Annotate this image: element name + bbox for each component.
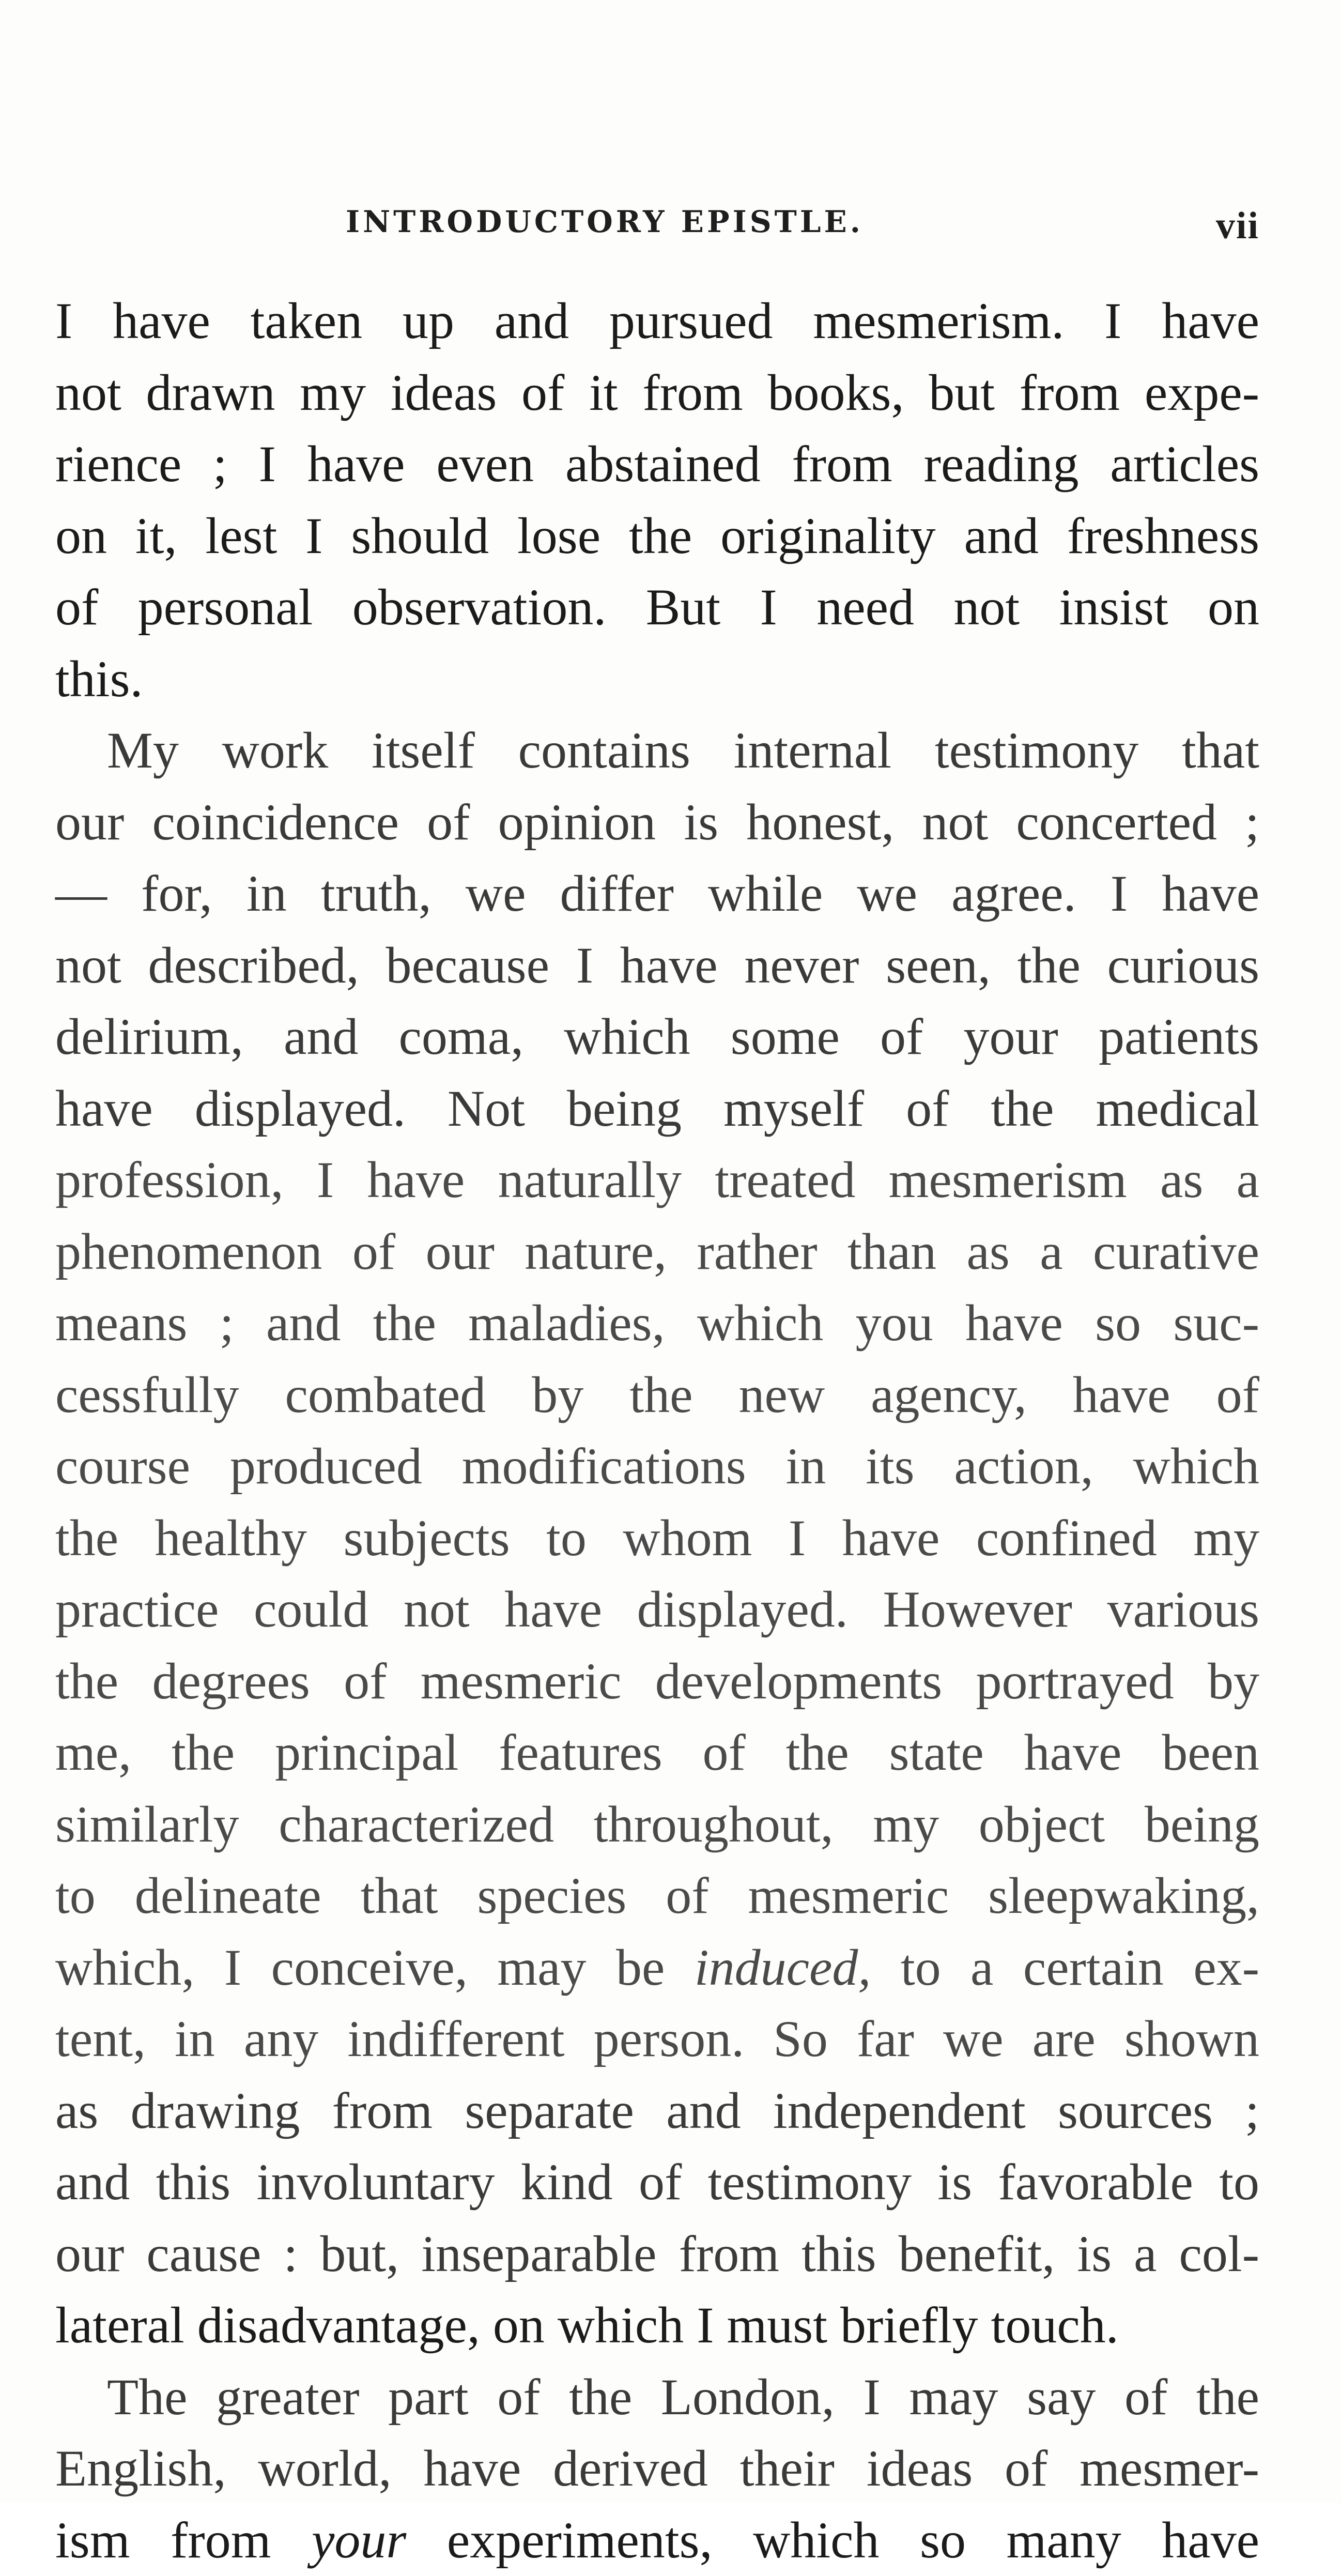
- text-line: me, the principal features of the state have been: [55, 1717, 1259, 1789]
- text-line: have displayed. Not being myself of the medical: [55, 1073, 1259, 1145]
- text-line: of personal observation. But I need not insist on: [55, 572, 1259, 643]
- text-line: delirium, and coma, which some of your patients: [55, 1001, 1259, 1073]
- text-line: ism from your experiments, which so many have: [55, 2505, 1259, 2576]
- text-line: which, I conceive, may be induced, to a certain ex-: [55, 1932, 1259, 2004]
- text-line: course produced modifications in its action, which: [55, 1431, 1259, 1502]
- text-line: means ; and the maladies, which you have so suc-: [55, 1287, 1259, 1359]
- text-line: lateral disadvantage, on which I must briefly touch.: [55, 2290, 1259, 2362]
- text-line: not drawn my ideas of it from books, but from expe-: [55, 357, 1259, 429]
- text-line: profession, I have naturally treated mesmerism as a: [55, 1144, 1259, 1216]
- text-line: My work itself contains internal testimony that: [55, 715, 1259, 787]
- italic-word: induced,: [695, 1939, 871, 1996]
- text-line: The greater part of the London, I may say of the: [55, 2362, 1259, 2433]
- running-head: [55, 204, 1259, 251]
- text-line: practice could not have displayed. However various: [55, 1574, 1259, 1646]
- text-line: as drawing from separate and independent sources ;: [55, 2075, 1259, 2147]
- text-line: and this involuntary kind of testimony is favorable to: [55, 2146, 1259, 2218]
- text-line: our cause : but, inseparable from this benefit, is a col-: [55, 2218, 1259, 2290]
- text-line: the degrees of mesmeric developments portrayed by: [55, 1646, 1259, 1718]
- text-line: tent, in any indifferent person. So far we are shown: [55, 2003, 1259, 2075]
- body-text: [55, 285, 1259, 2576]
- text-line: not described, because I have never seen, the curious: [55, 930, 1259, 1002]
- text-line: similarly characterized throughout, my object being: [55, 1789, 1259, 1861]
- text-line: the healthy subjects to whom I have confined my: [55, 1502, 1259, 1574]
- text-line: this.: [55, 643, 1259, 715]
- text-line: English, world, have derived their ideas of mesmer-: [55, 2433, 1259, 2505]
- text-line: I have taken up and pursued mesmerism. I have: [55, 285, 1259, 357]
- text-line: cessfully combated by the new agency, have of: [55, 1359, 1259, 1431]
- page-number: vii: [1216, 204, 1259, 248]
- text-line: rience ; I have even abstained from reading articles: [55, 428, 1259, 500]
- text-line: on it, lest I should lose the originality and freshness: [55, 500, 1259, 572]
- text-line: our coincidence of opinion is honest, not concerted ;: [55, 787, 1259, 858]
- text-line: — for, in truth, we differ while we agree. I have: [55, 858, 1259, 930]
- text-line: to delineate that species of mesmeric sleepwaking,: [55, 1860, 1259, 1932]
- running-head-title: INTRODUCTORY EPISTLE.: [346, 204, 864, 239]
- text-line: phenomenon of our nature, rather than as a curative: [55, 1216, 1259, 1288]
- italic-word: your: [312, 2511, 406, 2569]
